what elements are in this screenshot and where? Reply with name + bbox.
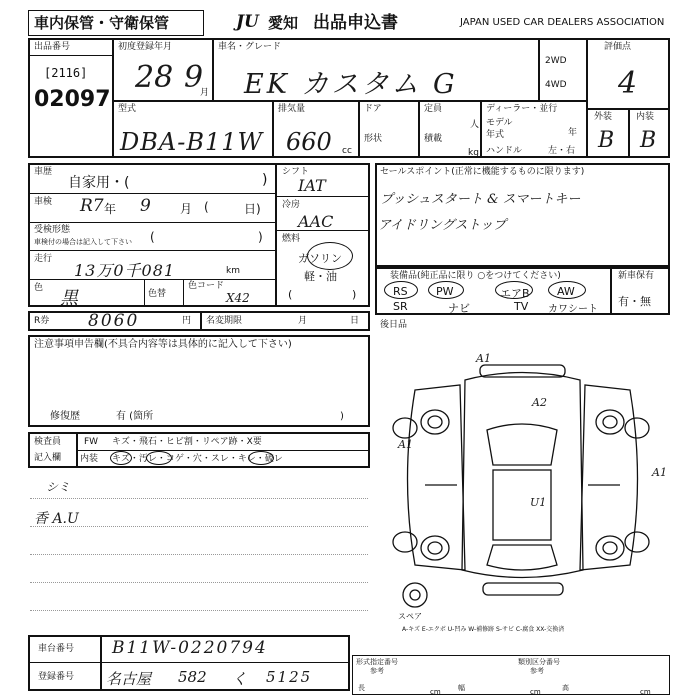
damage-a1-right: A1 xyxy=(652,466,667,479)
equip-pw: PW xyxy=(436,285,454,298)
fuel-diesel: 軽・油 xyxy=(304,270,337,283)
fuel-close: ) xyxy=(352,288,357,301)
ac-value: AAC xyxy=(298,212,334,231)
color-change-label: 色替 xyxy=(148,289,167,299)
repair-label: 修復歴 xyxy=(50,411,80,422)
model-label: 型式 xyxy=(118,104,137,114)
recycle-box xyxy=(28,311,370,331)
repair-close: ) xyxy=(340,411,344,422)
rating-value: 4 xyxy=(618,66,638,101)
plate-class: 582 xyxy=(178,668,207,686)
plate-region: 名古屋 xyxy=(106,670,152,688)
inspection-era: R7 xyxy=(80,196,104,216)
inspection-month-unit: 月 xyxy=(180,202,193,216)
equip-navi: ナビ xyxy=(448,302,470,315)
width-unit: cm xyxy=(530,688,541,696)
color-value: 黒 xyxy=(60,288,78,309)
name-change-label: 名変期限 xyxy=(206,316,243,326)
interior-label: 内装 xyxy=(636,112,655,122)
storage-note: 車内保管・守衛保管 xyxy=(34,14,170,32)
handle-value: 左・右 xyxy=(548,146,576,156)
exterior-grade: B xyxy=(598,128,615,153)
year-unit: 年 xyxy=(568,128,578,138)
interior-check-items: キズ・汚レ・コゲ・穴・スレ・キレ・破レ xyxy=(112,454,283,464)
recycle-value: 8060 xyxy=(88,311,140,331)
model-value: DBA-B11W xyxy=(120,128,264,156)
mileage-label: 走行 xyxy=(34,254,53,264)
inspection-day-close: 日) xyxy=(244,202,261,216)
equip-aw-circle xyxy=(548,281,586,299)
length-unit: cm xyxy=(430,688,441,696)
height-unit: cm xyxy=(640,688,651,696)
mileage-value: 13万0千081 xyxy=(74,261,176,280)
notes-label: 注意事項申告欄(不具合内容等は具体的に記入して下さい) xyxy=(34,339,292,350)
drive-2wd: 2WD xyxy=(545,56,567,66)
equip-sr: SR xyxy=(393,300,408,313)
exterior-label: 外装 xyxy=(594,112,613,122)
height-label: 高 xyxy=(562,684,569,692)
equip-rs-circle xyxy=(384,281,418,299)
form-title: 出品申込書 xyxy=(313,13,398,33)
rating-label: 評価点 xyxy=(604,42,632,52)
interior-scratch-circle xyxy=(110,451,132,465)
fw-items: キズ・飛石・ヒビ割・リペア跡・X要 xyxy=(112,437,262,447)
new-car-value: 有・無 xyxy=(618,295,651,308)
color-code: X42 xyxy=(226,291,250,305)
repair-value: 有 (箇所 xyxy=(116,411,154,422)
handle-label: ハンドル xyxy=(486,146,523,156)
consent-open: ( xyxy=(150,230,155,244)
equipment-label: 装備品(純正品に限り ○をつけてください) xyxy=(390,271,561,281)
equip-pw-circle xyxy=(428,281,464,299)
inspector-label: 検査員 xyxy=(34,437,62,447)
car-name-label: 車名・グレード xyxy=(218,42,282,52)
load-label: 積載 xyxy=(424,134,443,144)
displacement-label: 排気量 xyxy=(278,104,306,114)
car-name-value: EK カスタム G xyxy=(244,69,458,100)
inspection-month: 9 xyxy=(140,196,151,216)
interior-check-label: 内装 xyxy=(80,454,99,464)
ac-label: 冷房 xyxy=(282,200,301,210)
damage-legend: A-キズ E-エクボ U-凹み W-補修跡 S-サビ C-腐食 XX-交換済 xyxy=(402,626,565,633)
name-change-month: 月 xyxy=(298,316,308,326)
model-year-label: モデル xyxy=(486,118,513,128)
width-label: 幅 xyxy=(458,684,465,692)
registration-year: 28 xyxy=(135,60,174,95)
sales-point-label: セールスポイント(正常に機能するものに限ります) xyxy=(380,167,585,177)
interior-grade: B xyxy=(640,128,657,153)
org-logo: JU xyxy=(236,12,259,32)
inspection-day-open: ( xyxy=(204,200,209,214)
consent-label: 受検形態 xyxy=(34,225,71,235)
registration-month-unit: 月 xyxy=(200,88,210,98)
reference-box xyxy=(352,655,670,695)
type-designation-label: 形式指定番号 xyxy=(356,658,398,666)
fw-label: FW xyxy=(84,437,99,447)
shift-value: IAT xyxy=(298,176,326,195)
mileage-unit: km xyxy=(226,266,240,276)
fuel-gasoline: ガソリン xyxy=(298,252,342,265)
type-designation-ref: 参考 xyxy=(370,667,384,675)
lot-sub: [2116] xyxy=(44,66,88,80)
sales-point-line1: プッシュスタート & スマートキー xyxy=(380,192,581,207)
equip-airbag: エアB xyxy=(500,287,530,300)
drive-4wd: 4WD xyxy=(545,80,567,90)
chassis-label: 車台番号 xyxy=(38,644,75,654)
load-unit: kg xyxy=(468,148,479,158)
new-car-label: 新車保有 xyxy=(618,271,655,281)
fuel-label: 燃料 xyxy=(282,234,301,244)
sales-point-line2: アイドリングストップ xyxy=(378,218,507,233)
spare-label: スペア xyxy=(398,612,422,621)
recycle-label: R券 xyxy=(34,316,50,326)
association-name: JAPAN USED CAR DEALERS ASSOCIATION xyxy=(460,17,665,28)
fuel-open: ( xyxy=(288,288,293,301)
damage-u1: U1 xyxy=(530,496,547,509)
equip-leather: カワシート xyxy=(548,304,598,315)
history-label: 車歴 xyxy=(34,167,53,177)
length-label: 長 xyxy=(358,684,365,692)
recycle-unit: 円 xyxy=(182,316,192,326)
inspection-label: 車検 xyxy=(34,197,53,207)
later-items-label: 後日品 xyxy=(380,320,408,330)
door-shape-label: 形状 xyxy=(364,134,383,144)
inspector-note1: シミ xyxy=(46,480,71,494)
inspection-year-unit: 年 xyxy=(104,202,117,216)
equip-airbag-circle xyxy=(495,281,533,299)
equip-rs: RS xyxy=(393,285,408,298)
consent-sub: 車検付の場合は記入して下さい xyxy=(34,238,132,246)
year-label: 年式 xyxy=(486,130,505,140)
inspector-note2: 香 A.U xyxy=(34,511,79,527)
displacement-unit: cc xyxy=(342,146,352,156)
chassis-value: B11W-0220794 xyxy=(112,638,268,658)
plate-number: 5125 xyxy=(266,668,313,686)
history-value: 自家用・( xyxy=(68,175,130,191)
door-label: ドア xyxy=(364,104,382,114)
plate-label: 登録番号 xyxy=(38,672,75,682)
registration-month: 9 xyxy=(184,60,204,95)
capacity-unit: 人 xyxy=(470,120,480,130)
classification-ref: 参考 xyxy=(530,667,544,675)
displacement-value: 660 xyxy=(286,128,332,156)
interior-stain-circle xyxy=(146,451,172,465)
damage-a1-left: A1 xyxy=(398,438,413,451)
lot-number: 02097 xyxy=(34,87,111,112)
org-name: 愛知 xyxy=(268,14,299,32)
name-change-day: 日 xyxy=(350,316,360,326)
capacity-label: 定員 xyxy=(424,104,443,114)
dealer-label: ディーラー・並行 xyxy=(486,104,558,114)
classification-label: 類別区分番号 xyxy=(518,658,560,666)
lot-label: 出品番号 xyxy=(34,42,71,52)
color-code-label: 色コード xyxy=(188,281,225,291)
consent-close: ) xyxy=(258,230,263,244)
damage-a2: A2 xyxy=(532,396,547,409)
equip-tv: TV xyxy=(514,300,529,313)
fuel-selected-circle xyxy=(307,242,353,270)
inspector-entry-label: 記入欄 xyxy=(34,453,62,463)
plate-kana: く xyxy=(232,670,248,688)
history-close: ) xyxy=(262,172,268,188)
shift-label: シフト xyxy=(282,167,310,177)
car-damage-diagram xyxy=(375,330,670,630)
color-label: 色 xyxy=(34,283,44,293)
damage-a1-top: A1 xyxy=(476,352,491,365)
registration-label: 初度登録年月 xyxy=(118,42,173,52)
equip-aw: AW xyxy=(557,285,575,298)
interior-wear-circle xyxy=(248,451,274,465)
